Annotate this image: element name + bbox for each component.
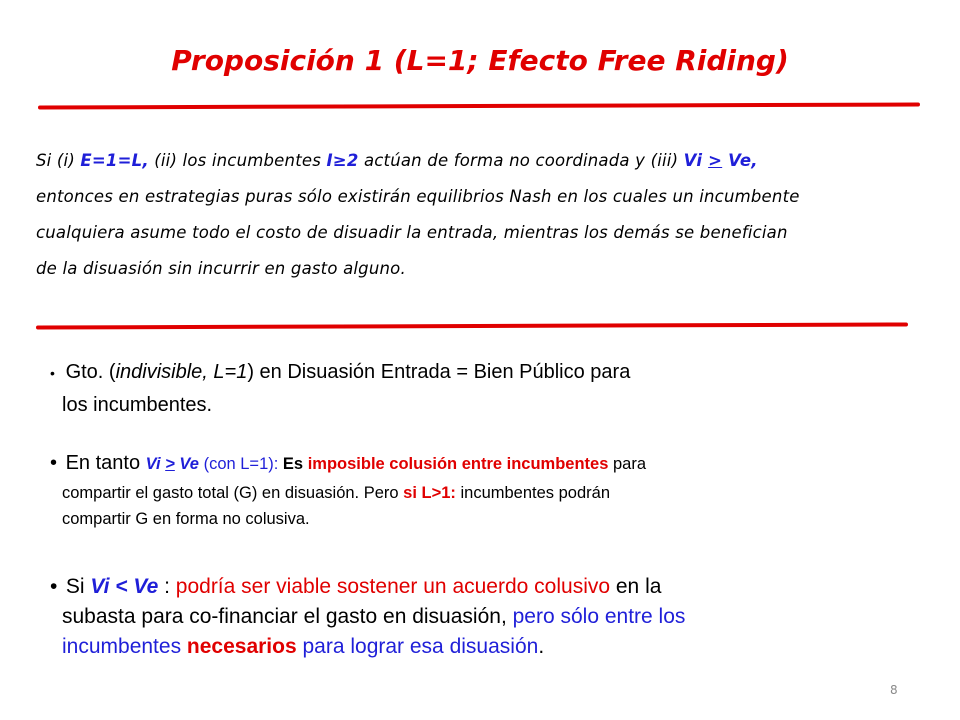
bullet-collusive-agreement: • Si Vi < Ve : podría ser viable sostener un acuerdo colusivo en la subasta para co-financiar el gasto en disuasión, pero sólo entre los incumbentes necesarios para lograr esa disuasión. bbox=[50, 575, 686, 658]
bullet-public-good: • Gto. (indivisible, L=1) en Disuasión Entrada = Bien Público para los incumbentes. bbox=[50, 361, 631, 416]
proposition-line-4: de la disuasión sin incurrir en gasto alguno. bbox=[36, 259, 406, 278]
proposition-line-2: entonces en estrategias puras sólo existirán equilibrios Nash en los cuales un incumbente bbox=[36, 187, 800, 206]
slide-title: Proposición 1 (L=1; Efecto Free Riding) bbox=[171, 44, 789, 77]
middle-divider bbox=[36, 322, 908, 329]
proposition-line-3: cualquiera asume todo el costo de disuadir la entrada, mientras los demás se benefician bbox=[36, 223, 788, 242]
page-number: 8 bbox=[890, 683, 898, 697]
proposition-line-1: Si (i) E=1=L, (ii) los incumbentes I≥2 actúan de forma no coordinada y (iii) Vi > Ve, bbox=[36, 151, 758, 170]
proposition-text bbox=[36, 143, 936, 287]
top-divider bbox=[38, 102, 920, 109]
bullet-impossible-collusion: • En tanto Vi > Ve (con L=1): Es imposible colusión entre incumbentes para compartir el gasto total (G) en disuasión. Pero si L>1: incumbentes podrán compartir G en forma no colusiva. bbox=[50, 452, 647, 528]
